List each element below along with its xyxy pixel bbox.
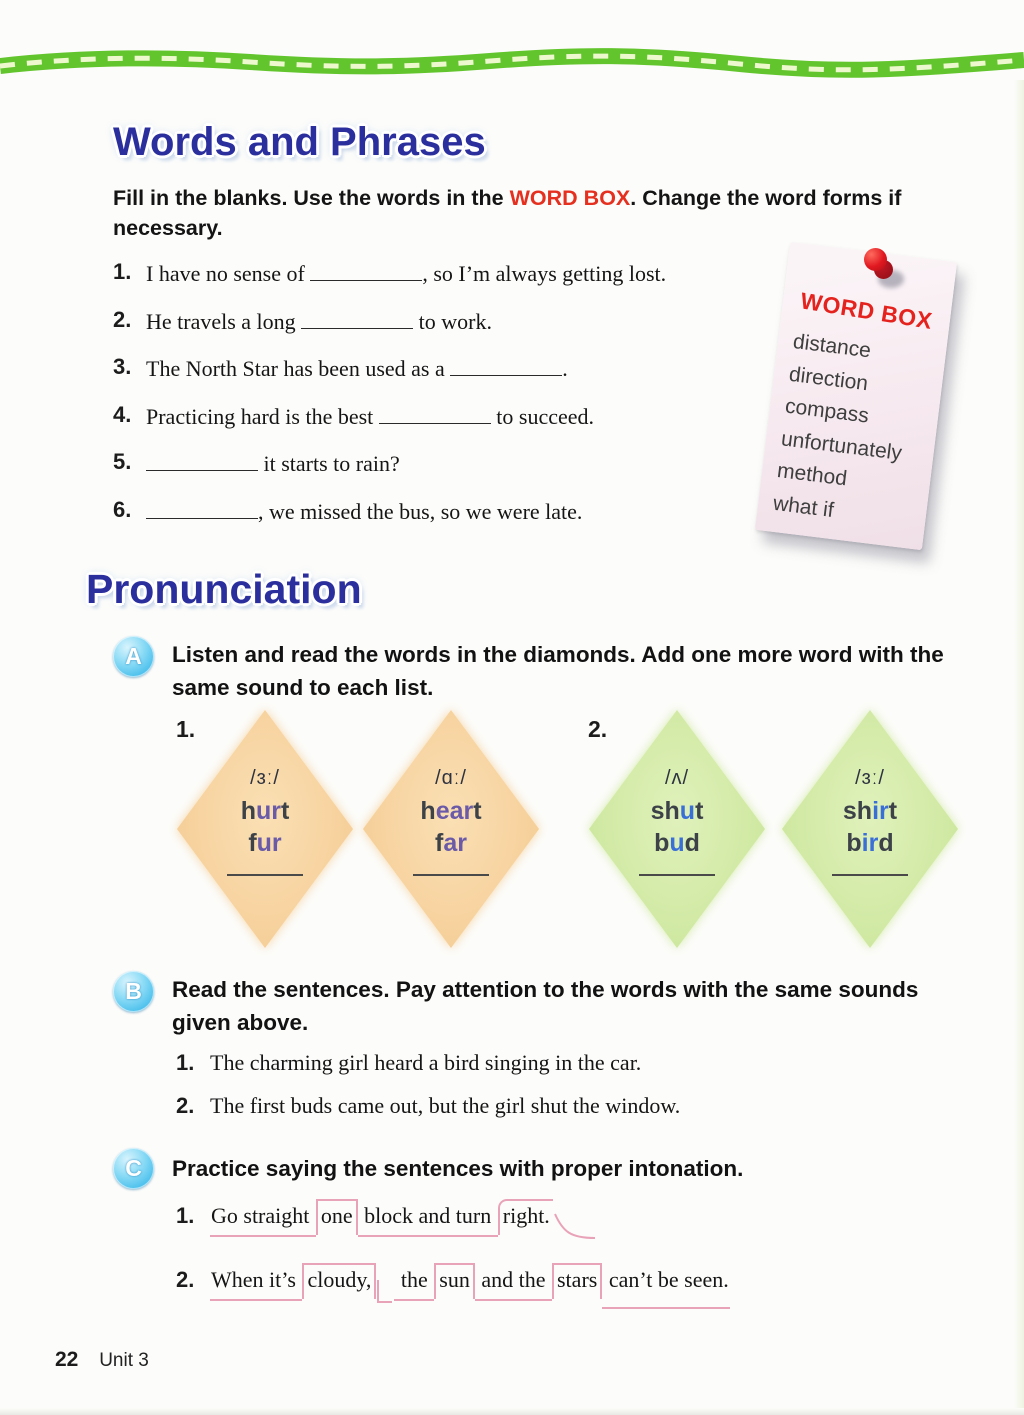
item-sentence: it starts to rain? <box>146 448 400 479</box>
intonation-segment: Go straight <box>210 1203 316 1237</box>
item-sentence: The North Star has been used as a . <box>146 353 568 384</box>
sentence-row <box>176 1264 730 1306</box>
answer-line <box>413 874 489 876</box>
instruction-text: Fill in the blanks. Use the words in the <box>113 186 510 210</box>
highlighted-letters: ear <box>435 797 474 825</box>
fill-in-blank-list <box>113 258 773 543</box>
item-number: 4. <box>113 401 132 427</box>
diamond-word: heart <box>420 797 482 825</box>
item-number: 5. <box>113 449 132 474</box>
word-box-word: method <box>775 459 849 491</box>
highlighted-letters: ur <box>255 797 281 825</box>
answer-blank <box>379 401 491 424</box>
pushpin-icon <box>862 248 908 294</box>
word-box-note <box>755 242 957 550</box>
intonation-segment: and the <box>475 1267 552 1301</box>
sentence-text: The first buds came out, but the girl shut the window. <box>210 1093 681 1118</box>
highlighted-letters: ir <box>861 829 879 857</box>
diamond-word: bird <box>846 829 894 857</box>
word-box-word: direction <box>787 362 870 395</box>
section-b-sentence-list <box>176 1048 680 1134</box>
item-number: 1. <box>113 259 132 284</box>
sentence-row <box>176 1091 680 1120</box>
intonation-segment: can’t be seen. <box>602 1267 729 1309</box>
item-number: 6. <box>113 496 132 522</box>
diamond-word: fur <box>248 829 282 857</box>
word-box-word: distance <box>791 330 873 363</box>
word-box-highlight: WORD BOX <box>509 186 631 210</box>
answer-blank <box>450 353 562 376</box>
diamond-word: bud <box>654 829 700 857</box>
pronunciation-title: Pronunciation <box>86 566 362 612</box>
sentence-row <box>176 1200 730 1242</box>
word-box-title: WORD BOX <box>798 287 935 334</box>
diamond-group-1-label: 1. <box>176 716 196 742</box>
answer-line <box>227 874 303 876</box>
word-box-word: compass <box>783 394 871 428</box>
answer-blank <box>146 496 258 519</box>
phonetic-label: /ɑː/ <box>435 767 467 789</box>
diamond-shut-bud <box>589 710 765 948</box>
phonetic-label: /ɜː/ <box>855 767 885 789</box>
answer-line <box>639 874 715 876</box>
word-box-word: unfortunately <box>779 426 904 465</box>
intonation-segment: stars <box>552 1263 602 1299</box>
diamond-group-2-label: 2. <box>588 716 608 742</box>
page-number: 22 <box>55 1348 79 1371</box>
diamond-content <box>363 710 539 948</box>
drop-step-mark <box>376 1280 394 1306</box>
sentence-row <box>176 1048 680 1077</box>
section-a-badge <box>113 636 154 677</box>
item-sentence: , we missed the bus, so we were late. <box>146 496 582 527</box>
item-number: 3. <box>113 354 132 379</box>
intonation-segment: one <box>316 1199 358 1235</box>
page-edge-shadow <box>0 1408 1024 1415</box>
sentence-number: 1. <box>176 1050 195 1075</box>
sentence-text <box>210 1264 730 1306</box>
fill-item <box>113 448 773 479</box>
highlighted-letters: u <box>679 797 696 825</box>
word-box-word: what if <box>771 491 836 522</box>
section-b-letter: B <box>125 978 142 1004</box>
answer-blank <box>301 306 413 329</box>
highlighted-letters: ur <box>256 829 282 857</box>
highlighted-letters: ar <box>443 829 467 857</box>
sentence-number: 1. <box>176 1203 195 1228</box>
intonation-segment: right. <box>498 1199 553 1235</box>
intonation-segment: cloudy, <box>302 1263 376 1299</box>
falling-tone-curve <box>553 1212 597 1242</box>
section-c-instruction: Practice saying the sentences with proper intonation. <box>172 1156 744 1181</box>
highlighted-letters: ir <box>872 797 889 825</box>
phonetic-label: /ɜː/ <box>250 767 280 789</box>
intonation-segment: When it’s <box>210 1267 302 1301</box>
phonetic-label: /ʌ/ <box>664 767 690 789</box>
section-a-letter: A <box>125 643 142 669</box>
item-sentence: I have no sense of , so I’m always getting lost. <box>146 258 666 289</box>
diamond-word: far <box>435 829 467 857</box>
sentence-text <box>210 1200 597 1242</box>
diamond-content <box>177 710 353 948</box>
sentence-text: The charming girl heard a bird singing in the car. <box>210 1050 642 1075</box>
answer-line <box>832 874 908 876</box>
fill-item <box>113 401 773 432</box>
word-box-word-list <box>756 324 947 538</box>
fill-item <box>113 258 773 289</box>
sentence-number: 2. <box>176 1093 195 1118</box>
item-number: 2. <box>113 306 132 332</box>
section-b-badge <box>113 971 154 1012</box>
intonation-segment: sun <box>434 1263 475 1299</box>
words-phrases-title: Words and Phrases <box>113 120 486 164</box>
answer-blank <box>310 258 422 281</box>
fill-item <box>113 353 773 384</box>
item-sentence: He travels a long to work. <box>146 306 492 337</box>
diamond-hurt-fur <box>177 710 353 948</box>
page-edge-tint <box>1014 80 1024 1410</box>
sentence-number: 2. <box>176 1267 195 1292</box>
section-c-sentence-list <box>176 1200 730 1328</box>
instruction-text: . Change the word forms if necessary. <box>113 186 902 240</box>
section-c-letter: C <box>125 1155 142 1181</box>
highlighted-letters: u <box>669 829 685 857</box>
section-c-badge <box>113 1148 154 1189</box>
item-sentence: Practicing hard is the best to succeed. <box>146 401 594 432</box>
page-footer <box>55 1348 149 1372</box>
intonation-segment: the <box>394 1267 434 1301</box>
fill-item <box>113 496 773 527</box>
diamond-content <box>782 710 958 948</box>
intonation-segment: block and turn <box>358 1203 498 1237</box>
fill-item <box>113 306 773 337</box>
diamond-word: shut <box>650 797 704 825</box>
section-a-instruction: Listen and read the words in the diamonds. Add one more word with the same sound to each list. <box>172 642 944 700</box>
diamond-shirt-bird <box>782 710 958 948</box>
answer-blank <box>146 448 258 471</box>
ribbon-divider <box>0 42 1024 88</box>
diamond-content <box>589 710 765 948</box>
diamond-heart-far <box>363 710 539 948</box>
fill-instruction <box>113 183 985 243</box>
diamond-word: hurt <box>240 797 290 825</box>
section-b-instruction: Read the sentences. Pay attention to the words with the same sounds given above. <box>172 977 919 1035</box>
diamond-word: shirt <box>842 797 898 825</box>
unit-label: Unit 3 <box>99 1350 149 1371</box>
